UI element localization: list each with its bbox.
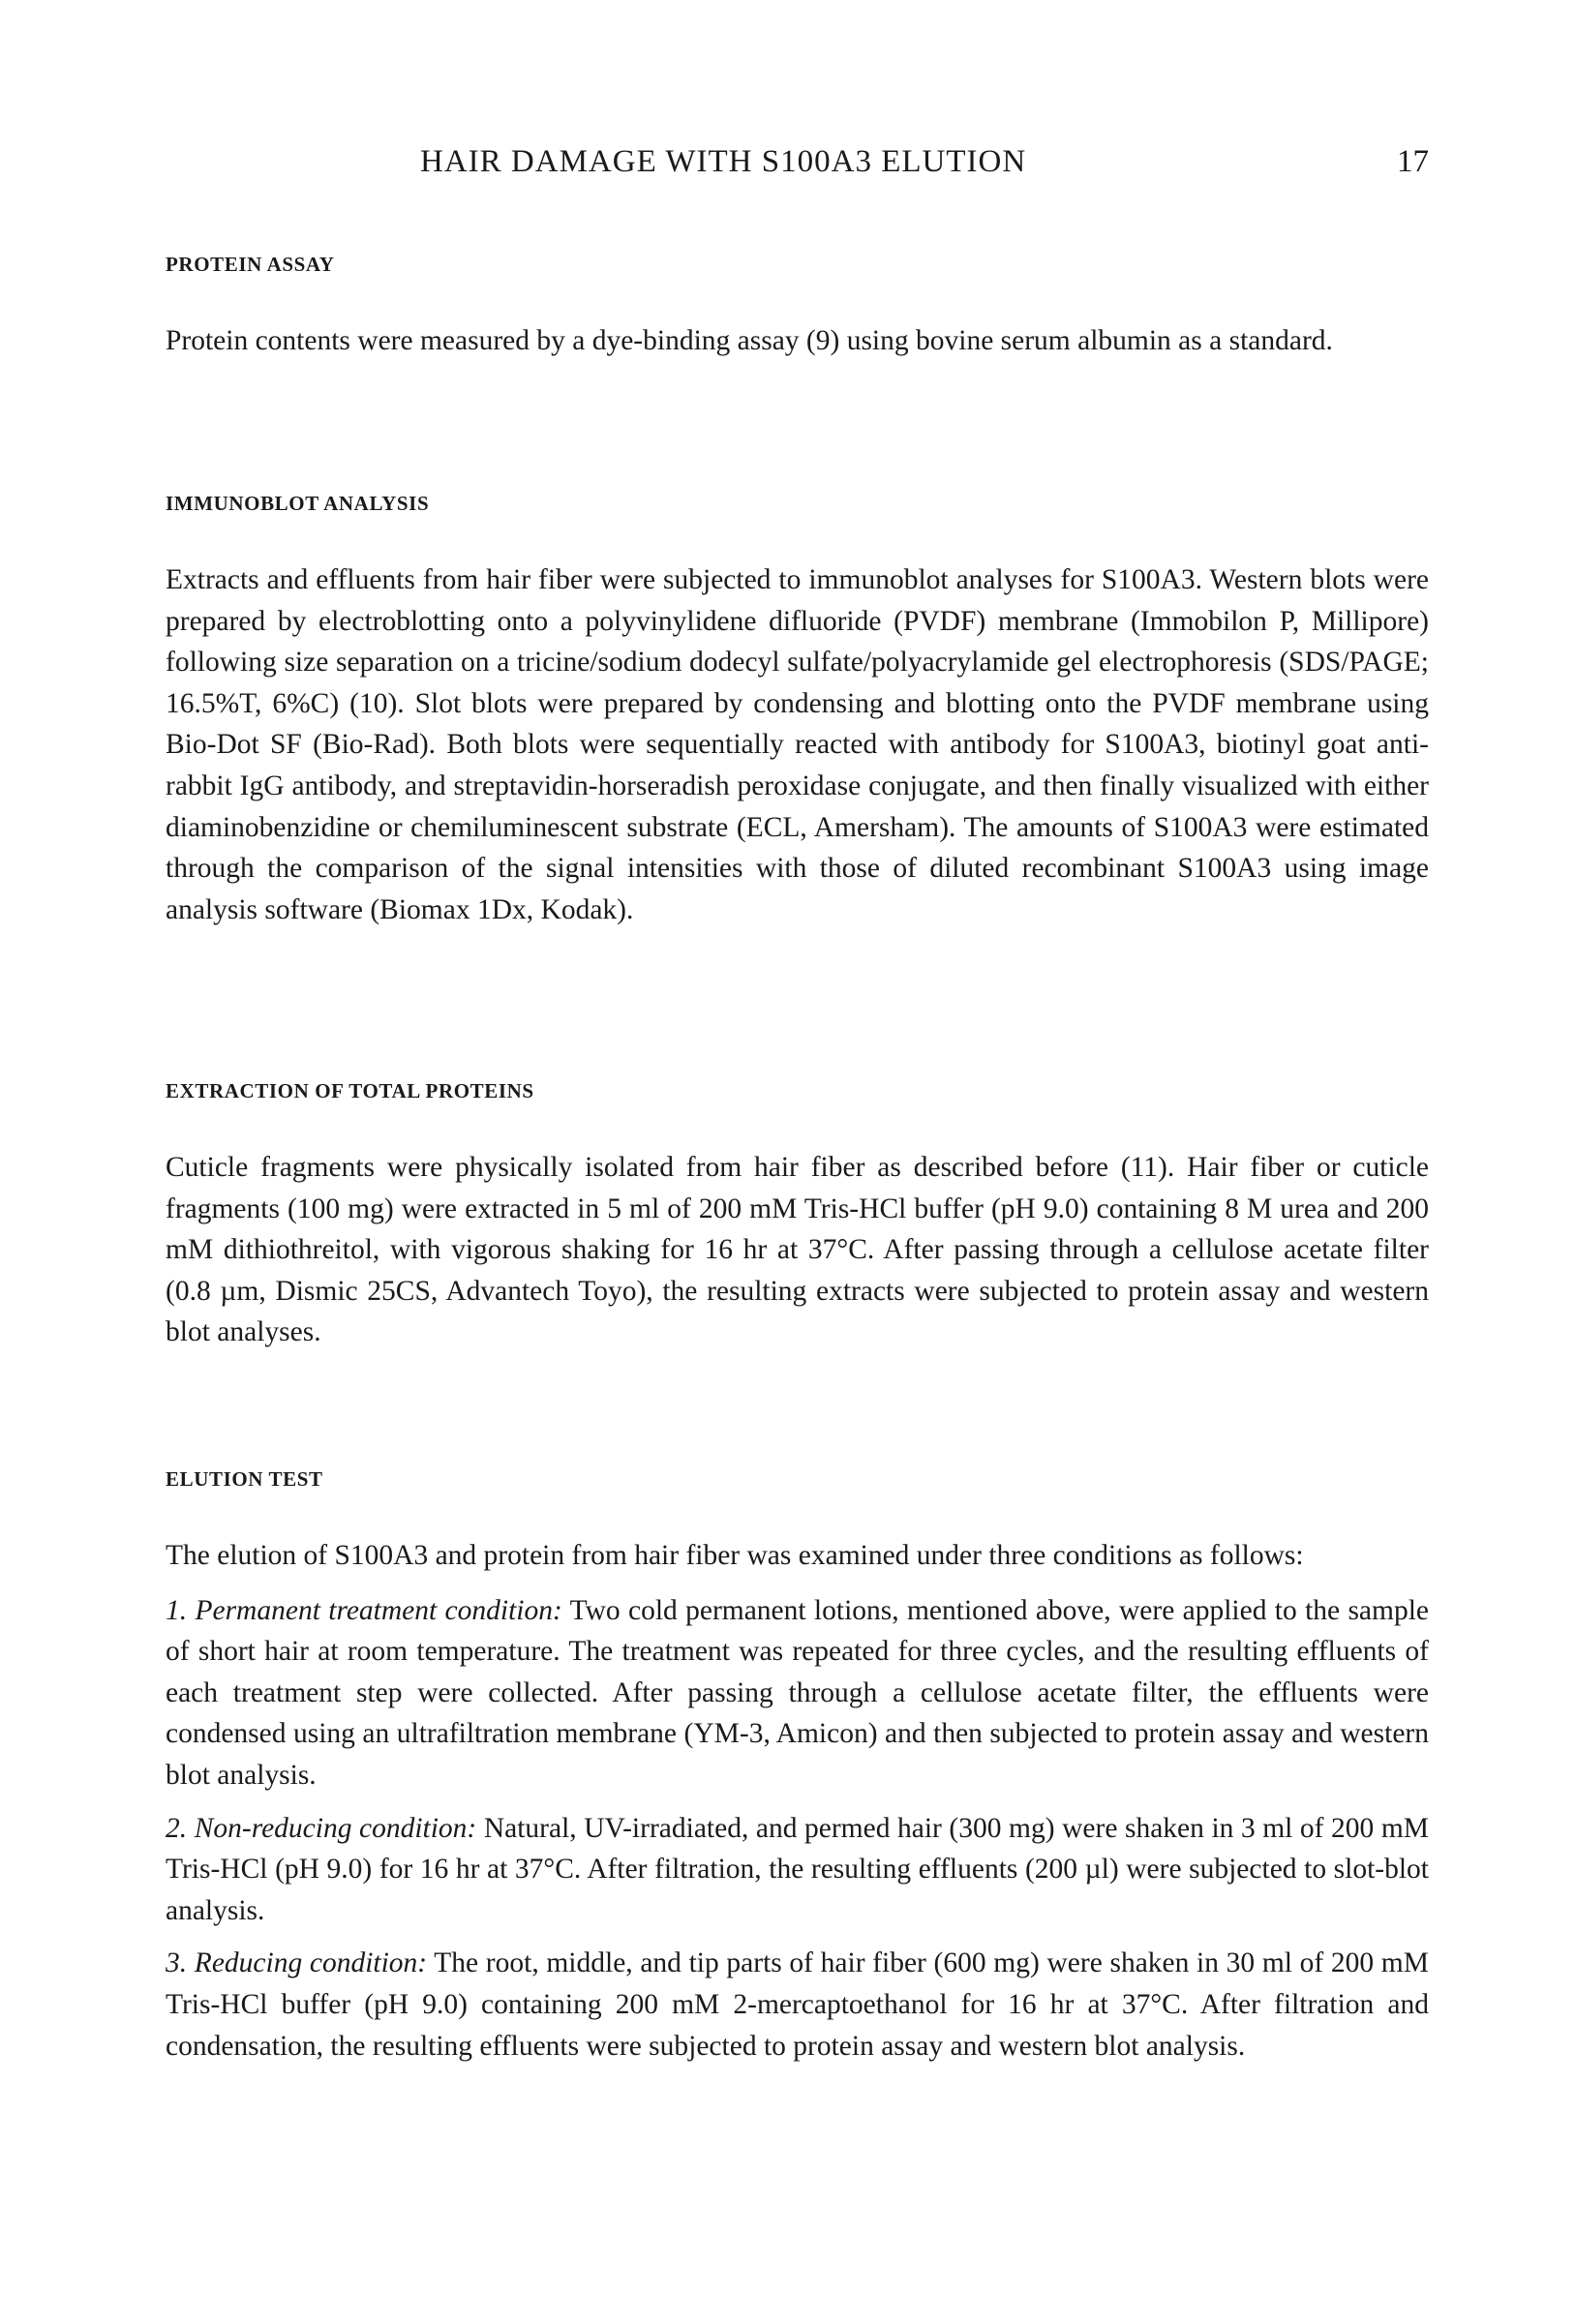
page-number: 17 — [1397, 144, 1429, 179]
list-item — [166, 1808, 1429, 1932]
section-elution-test — [166, 1465, 1429, 2067]
section-immunoblot-analysis — [166, 490, 1429, 930]
body-paragraph: The elution of S100A3 and protein from hair fiber was examined under three conditions as follows: — [166, 1540, 1304, 1571]
item-number: 1. — [166, 1594, 188, 1626]
body-paragraph: Protein contents were measured by a dye-binding assay (9) using bovine serum albumin as a standard. — [166, 325, 1333, 356]
section-heading: EXTRACTION OF TOTAL PROTEINS — [166, 1079, 534, 1102]
section-heading: ELUTION TEST — [166, 1467, 323, 1491]
running-title: HAIR DAMAGE WITH S100A3 ELUTION — [420, 144, 1027, 179]
section-protein-assay — [166, 251, 1429, 362]
item-number: 3. — [166, 1947, 188, 1979]
item-text: Two cold permanent lotions, mentioned above, were applied to the sample of short hair at room temperature. The treatment was repeated for three cycles, and the resulting effluents of each treatment step were collected. After passing through a cellulose acetate filter, the effluents were condensed using an ultrafiltration membrane (YM-3, Amicon) and then subjected to protein assay and western blot analysis. — [166, 1594, 1430, 1791]
body-paragraph: Cuticle fragments were physically isolated from hair fiber as described before (11). Hair fiber or cuticle fragments (100 mg) were extracted in 5 ml of 200 mM Tris-HCl buffer (pH 9.0) containing 8 M urea and 200 mM dithiothreitol, with vigorous shaking for 16 hr at 37°C. After passing through a cellulose acetate filter (0.8 µm, Dismic 25CS, Advantech Toyo), the resulting extracts were subjected to protein assay and western blot analyses. — [166, 1152, 1429, 1348]
list-item — [166, 1943, 1429, 2067]
item-text: The root, middle, and tip parts of hair fiber (600 mg) were shaken in 30 ml of 200 mM Tris-HCl buffer (pH 9.0) containing 200 mM 2-mercaptoethanol for 16 hr at 37°C. After filtration and condensation, the resulting effluents were subjected to protein assay and western blot analysis. — [166, 1947, 1429, 2062]
list-item — [166, 1590, 1429, 1796]
item-number: 2. — [166, 1812, 188, 1844]
running-head — [166, 140, 1429, 183]
item-label: Non-reducing condition: — [194, 1812, 477, 1844]
body-paragraph: Extracts and effluents from hair fiber were subjected to immunoblot analyses for S100A3. Western blots were prepared by electroblotting onto a polyvinylidene difluoride (PVDF) membrane (Immobilon P, Millipore) following size separation on a tricine/sodium dodecyl sulfate/polyacrylamide gel electrophoresis (SDS/PAGE; 16.5%T, 6%C) (10). Slot blots were prepared by condensing and blotting onto the PVDF membrane using Bio-Dot SF (Bio-Rad). Both blots were sequentially reacted with antibody for S100A3, biotinyl goat anti-rabbit IgG antibody, and streptavidin-horseradish peroxidase conjugate, and then finally visualized with either diaminobenzidine or chemiluminescent substrate (ECL, Amersham). The amounts of S100A3 were estimated through the comparison of the signal intensities with those of diluted recombinant S100A3 using image analysis software (Biomax 1Dx, Kodak). — [166, 564, 1429, 925]
section-heading: IMMUNOBLOT ANALYSIS — [166, 492, 430, 515]
item-text: Natural, UV-irradiated, and permed hair (300 mg) were shaken in 3 ml of 200 mM Tris-HCl (pH 9.0) for 16 hr at 37°C. After filtration, the resulting effluents (200 µl) were subjected to slot-blot analysis. — [166, 1812, 1430, 1926]
section-heading: PROTEIN ASSAY — [166, 253, 335, 276]
item-label: Reducing condition: — [194, 1947, 428, 1979]
section-extraction-of-total-proteins — [166, 1077, 1429, 1353]
item-label: Permanent treatment condition: — [195, 1594, 562, 1626]
